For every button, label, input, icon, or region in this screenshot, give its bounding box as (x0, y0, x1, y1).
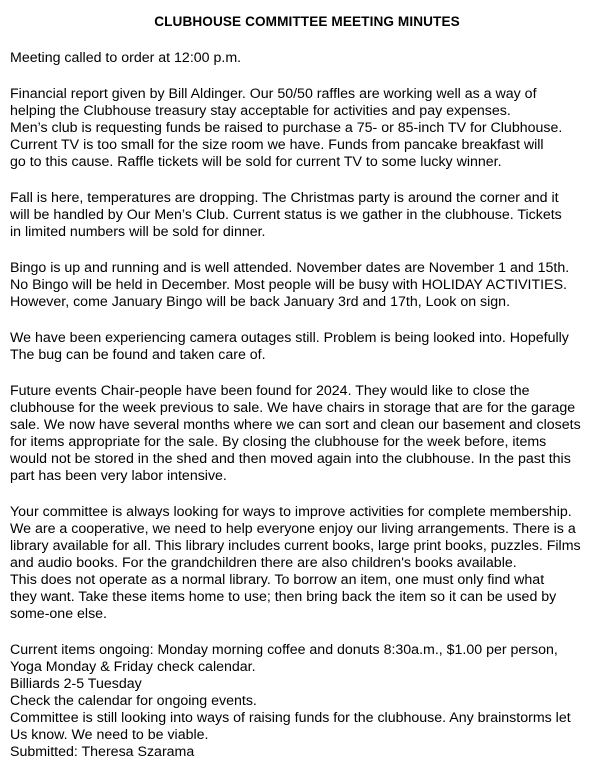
text-line: Billiards 2-5 Tuesday (10, 676, 142, 692)
text-line: We are a cooperative, we need to help everyone enjoy our living arrangements. There is a (10, 521, 576, 537)
text-line: However, come January Bingo will be back January 3rd and 17th, Look on sign. (10, 294, 511, 310)
submitted-by: Submitted: Theresa Szarama (10, 744, 195, 760)
text-line: Meeting called to order at 12:00 p.m. (10, 50, 242, 66)
text-line: Committee is still looking into ways of raising funds for the clubhouse. Any brainstorms let (10, 710, 571, 726)
text-line: Fall is here, temperatures are dropping. The Christmas party is around the corner and it (10, 190, 559, 206)
text-line: Your committee is always looking for ways to improve activities for complete membership. (10, 504, 572, 520)
text-line: sale. We now have several months where we can sort and clean our basement and closets (10, 417, 581, 433)
text-line: library available for all. This library includes current books, large print books, puzzles. Films (10, 538, 581, 554)
text-line: helping the Clubhouse treasury stay acceptable for activities and pay expenses. (10, 103, 511, 119)
text-line: We have been experiencing camera outages still. Problem is being looked into. Hopefully (10, 330, 569, 346)
text-line: for items appropriate for the sale. By closing the clubhouse for the week before, items (10, 434, 547, 450)
text-line: clubhouse for the week previous to sale. We have chairs in storage that are for the garage (10, 400, 576, 416)
text-line: Yoga Monday & Friday check calendar. (10, 659, 256, 675)
text-line: No Bingo will be held in December. Most people will be busy with HOLIDAY ACTIVITIES. (10, 277, 567, 293)
text-line: some-one else. (10, 606, 107, 622)
text-line: Men’s club is requesting funds be raised to purchase a 75- or 85-inch TV for Clubhouse. (10, 120, 563, 136)
text-line: would not be stored in the shed and then moved again into the clubhouse. In the past this (10, 451, 571, 467)
text-line: Us know. We need to be viable. (10, 727, 209, 743)
text-line: Financial report given by Bill Aldinger. Our 50/50 raffles are working well as a way of (10, 86, 537, 102)
text-line: in limited numbers will be sold for dinner. (10, 224, 266, 240)
text-line: This does not operate as a normal library. To borrow an item, one must only find what (10, 572, 545, 588)
document-title: CLUBHOUSE COMMITTEE MEETING MINUTES (154, 14, 460, 29)
text-line: Current TV is too small for the size room we have. Funds from pancake breakfast will (10, 137, 544, 153)
text-line: part has been very labor intensive. (10, 468, 227, 484)
text-line: Future events Chair-people have been found for 2024. They would like to close the (10, 383, 530, 399)
text-line: Current items ongoing: Monday morning coffee and donuts 8:30a.m., $1.00 per person, (10, 642, 558, 658)
text-line: they want. Take these items home to use; then bring back the item so it can be used by (10, 589, 557, 605)
text-line: will be handled by Our Men’s Club. Current status is we gather in the clubhouse. Tickets (10, 207, 562, 223)
text-line: and audio books. For the grandchildren there are also children's books available. (10, 555, 517, 571)
text-line: Check the calendar for ongoing events. (10, 693, 257, 709)
text-line: The bug can be found and taken care of. (10, 347, 266, 363)
text-line: go to this cause. Raffle tickets will be sold for current TV to some lucky winner. (10, 154, 502, 170)
text-line: Bingo is up and running and is well attended. November dates are November 1 and 15th. (10, 260, 570, 276)
